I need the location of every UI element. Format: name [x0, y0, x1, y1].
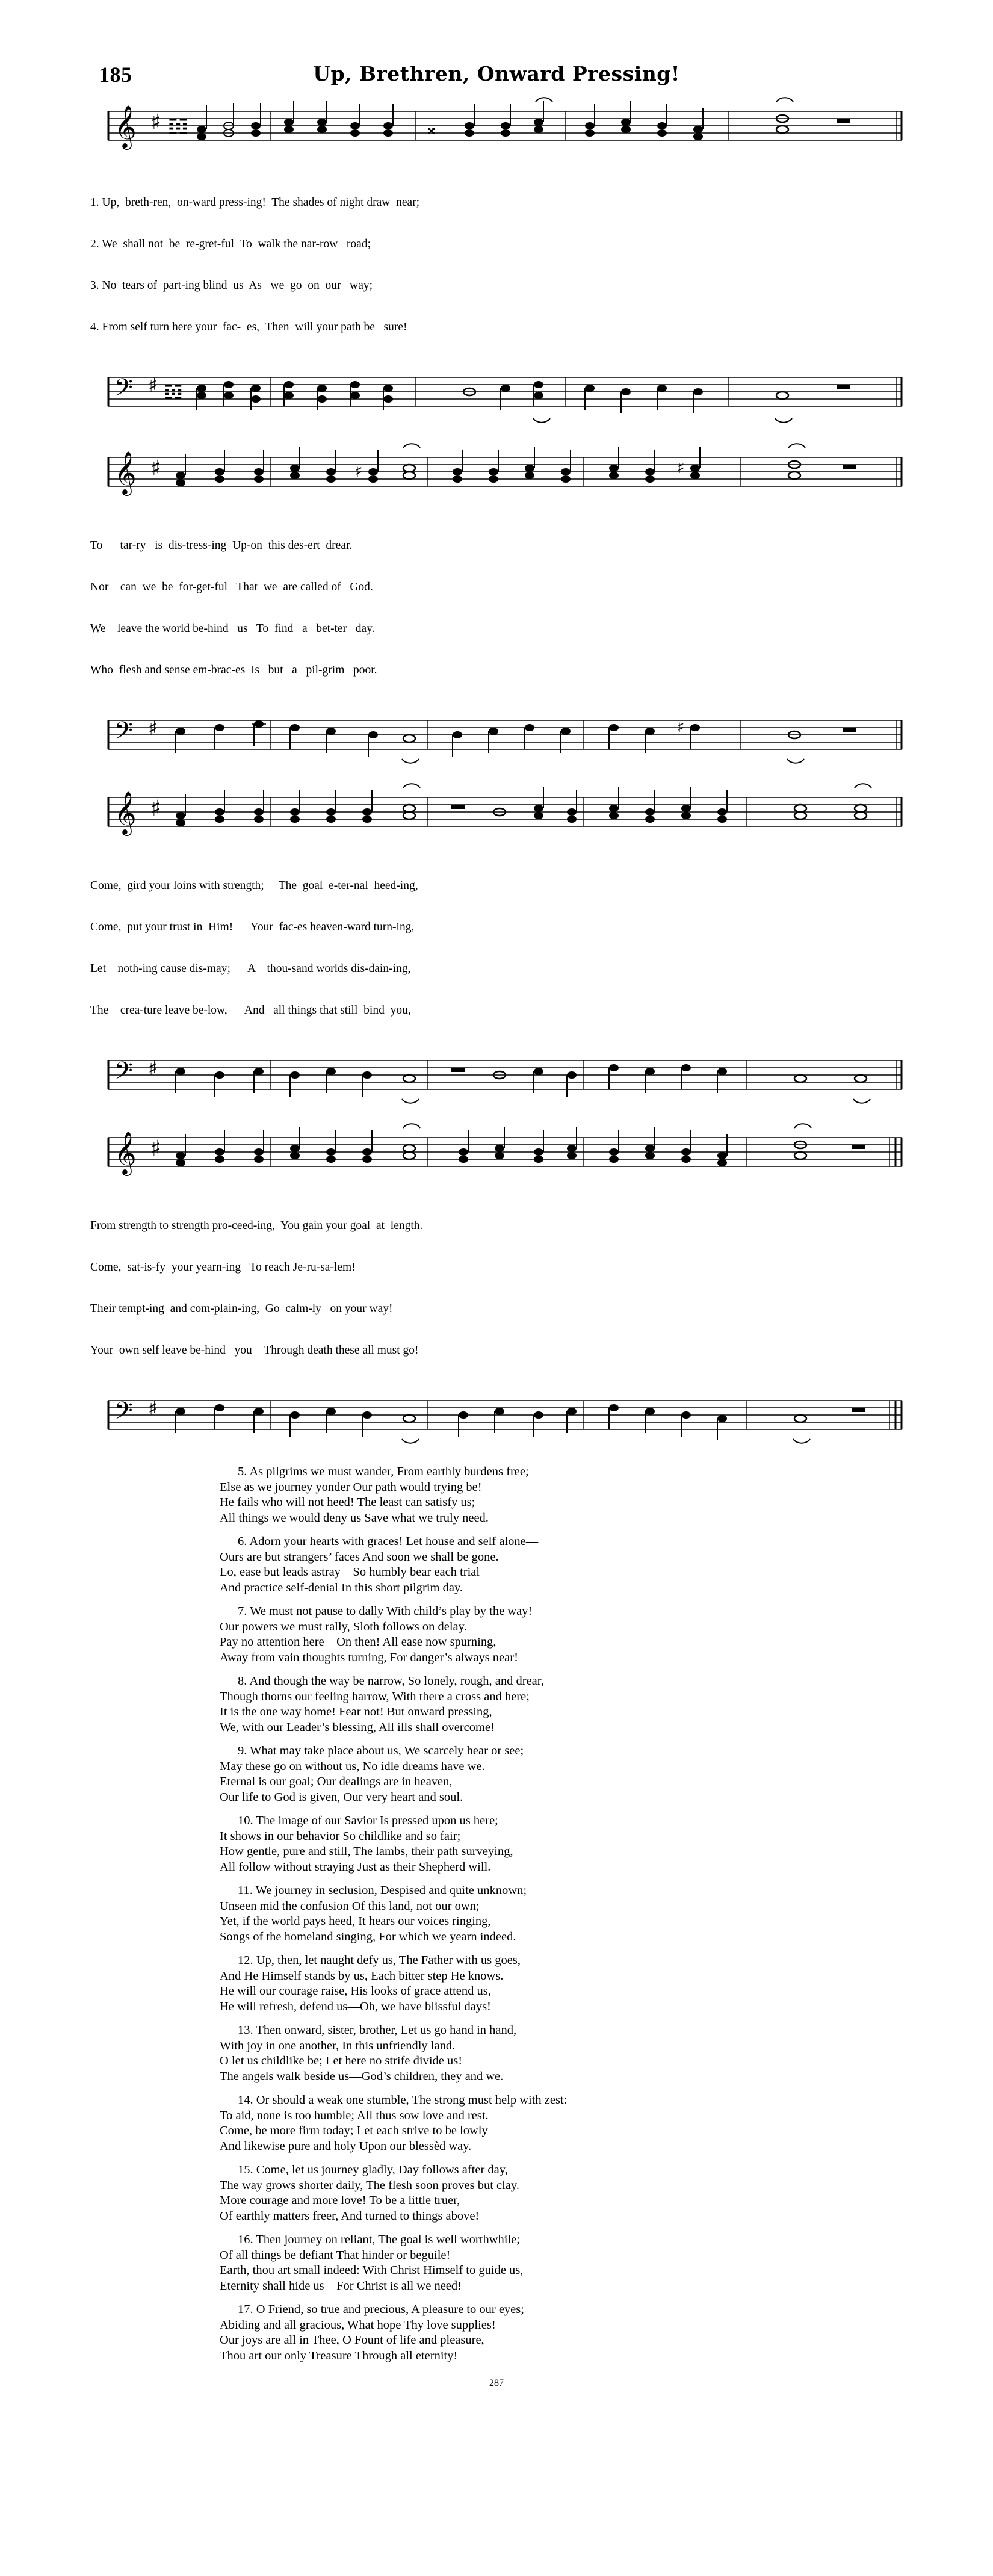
lyric-line: Nor can we be for-get-ful That we are called of God. [90, 581, 373, 593]
verse-13 [90, 2023, 903, 2084]
verse-12 [90, 1953, 903, 2014]
bass-clef-1: 𝄢 [114, 374, 133, 407]
verse-line: 8. And though the way be narrow, So lonely, rough, and drear, [238, 1674, 544, 1688]
key-signature-3: ♯ [150, 796, 161, 821]
verse-line: How gentle, pure and still, The lambs, their path surveying, [220, 1845, 513, 1858]
verse-15 [90, 2163, 903, 2224]
key-signature-bass-1: ♯ [148, 374, 158, 397]
svg-text:♯: ♯ [677, 719, 685, 737]
verse-5 [90, 1464, 903, 1526]
verse-line: Our life to God is given, Our very heart and soul. [220, 1790, 463, 1804]
verse-line: More courage and more love! To be a little truer, [220, 2194, 460, 2207]
verse-line: Earth, thou art small indeed: With Christ Himself to guide us, [220, 2264, 524, 2277]
notes-group-1 [197, 101, 850, 140]
lyric-line: 2. We shall not be re-gret-ful To walk the nar-row road; [90, 238, 371, 250]
verse-line: Our joys are all in Thee, O Fount of life and pleasure, [220, 2333, 484, 2347]
bass-clef-2: 𝄢 [114, 717, 133, 751]
lyric-line: 4. From self turn here your fac- es, Then will your path be sure! [90, 321, 407, 333]
fermata-marks-4 [403, 1124, 811, 1128]
verse-8 [90, 1674, 903, 1735]
fermata-marks-2 [403, 444, 805, 448]
verse-10 [90, 1813, 903, 1875]
key-signature-bass-4: ♯ [148, 1397, 158, 1420]
verse-line: All things we would deny us Save what we truly need. [220, 1511, 489, 1525]
lyrics-system-3 [90, 851, 903, 1045]
verse-line: Away from vain thoughts turning, For danger’s always near! [220, 1650, 518, 1664]
notes-group-bass-1 [197, 381, 850, 413]
verse-line: Unseen mid the confusion Of this land, not our own; [220, 1899, 480, 1913]
verse-line: Come, be more firm today; Let each strive to be lowly [220, 2124, 488, 2137]
lyric-line: Your own self leave be-hind you—Through death these all must go! [90, 1344, 419, 1357]
fermata-marks-bass-3 [402, 1099, 870, 1103]
bass-staff-svg-4 [90, 1389, 903, 1449]
music-system-1 [90, 93, 903, 429]
time-signature-bass-1: 𝌺 [164, 380, 184, 404]
lyric-line: Come, put your trust in Him! Your fac-es heaven-ward turn-ing, [90, 921, 415, 933]
verse-line: With joy in one another, In this unfriendly land. [220, 2039, 456, 2052]
verse-line: Our powers we must rally, Sloth follows on delay. [220, 1620, 467, 1633]
staff-treble-4 [90, 1119, 903, 1189]
verse-line: The way grows shorter daily, The flesh soon proves but clay. [220, 2178, 519, 2192]
verse-line: Though thorns our feeling harrow, With there a cross and here; [220, 1689, 530, 1703]
staff-bass-2 [90, 708, 903, 769]
key-signature-1: ♯ [150, 110, 161, 135]
verse-line: Abiding and all gracious, What hope Thy love supplies! [220, 2318, 496, 2332]
verse-line: We, with our Leader’s blessing, All ills shall overcome! [220, 1720, 495, 1734]
hymn-number: 185 [99, 63, 132, 87]
music-system-2 [90, 439, 903, 769]
key-signature-bass-2: ♯ [148, 717, 158, 740]
treble-staff-svg-4 [90, 1119, 903, 1189]
verse-line: 9. What may take place about us, We scarcely hear or see; [238, 1744, 524, 1757]
bass-clef-3: 𝄢 [114, 1057, 133, 1091]
verse-16 [90, 2232, 903, 2294]
verse-line: 17. O Friend, so true and precious, A pleasure to our eyes; [238, 2303, 524, 2316]
lyric-line: Who flesh and sense em-brac-es Is but a pil-grim poor. [90, 664, 377, 677]
verse-line: 10. The image of our Savior Is pressed upon us here; [238, 1814, 498, 1827]
notes-group-3 [176, 787, 867, 826]
key-signature-2: ♯ [150, 456, 161, 481]
verse-line: Songs of the homeland singing, For which we yearn indeed. [220, 1930, 516, 1943]
svg-text:𝄪: 𝄪 [427, 118, 436, 139]
verse-9 [90, 1744, 903, 1805]
page-number: 287 [489, 2378, 504, 2388]
verse-line: Eternity shall hide us—For Christ is all we need! [220, 2279, 462, 2293]
treble-clef-1: 𝄞 [114, 104, 137, 148]
treble-staff-svg-3 [90, 779, 903, 849]
lyrics-system-2 [90, 511, 903, 705]
staff-bass-3 [90, 1048, 903, 1109]
verse-line: To aid, none is too humble; All thus sow love and rest. [220, 2108, 489, 2122]
verse-line: He fails who will not heed! The least can satisfy us; [220, 1496, 475, 1509]
fermata-marks-1 [536, 98, 793, 102]
notes-group-bass-3 [176, 1064, 867, 1097]
lyric-line: Let noth-ing cause dis-may; A thou-sand worlds dis-dain-ing, [90, 962, 411, 975]
verse-line: O let us childlike be; Let here no strife divide us! [220, 2054, 463, 2067]
verse-6 [90, 1534, 903, 1596]
key-signature-4: ♯ [150, 1136, 161, 1161]
staff-treble-2 [90, 439, 903, 509]
time-signature-1: 𝌺 [167, 113, 189, 140]
verse-line: Of earthly matters freer, And turned to things above! [220, 2209, 480, 2223]
notes-group-2 [176, 447, 856, 486]
verse-line: Eternal is our goal; Our dealings are in heaven, [220, 1775, 453, 1788]
verse-line: Ours are but strangers’ faces And soon we shall be gone. [220, 1550, 499, 1564]
verse-line: 6. Adorn your hearts with graces! Let house and self alone— [238, 1535, 539, 1548]
lyric-line: The crea-ture leave be-low, And all things that still bind you, [90, 1004, 411, 1017]
verse-line: He will our courage raise, His looks of grace attend us, [220, 1984, 491, 1998]
verse-line: It shows in our behavior So childlike and so fair; [220, 1829, 461, 1843]
verse-line: Lo, ease but leads astray—So humbly bear each trial [220, 1565, 480, 1579]
bass-staff-svg-1 [90, 365, 903, 429]
notes-group-4 [176, 1127, 865, 1166]
verse-line: 7. We must not pause to dally With child’s play by the way! [238, 1605, 533, 1618]
verse-line: Pay no attention here—On then! All ease now spurning, [220, 1635, 496, 1649]
notes-group-bass-2 [176, 719, 856, 757]
verse-7 [90, 1604, 903, 1665]
bass-clef-4: 𝄢 [114, 1397, 133, 1431]
verse-line: And practice self-denial In this short pilgrim day. [220, 1581, 463, 1594]
verse-line: Else as we journey yonder Our path would trying be! [220, 1480, 482, 1494]
verse-line: Thou art our only Treasure Through all eternity! [220, 2348, 458, 2362]
verse-14 [90, 2093, 903, 2154]
verse-line: He will refresh, defend us—Oh, we have blissful days! [220, 1999, 491, 2013]
staff-treble-1 [90, 93, 903, 166]
fermata-marks-bass-4 [402, 1439, 810, 1443]
verse-line: 11. We journey in seclusion, Despised and quite unknown; [238, 1884, 527, 1897]
verse-list [90, 1464, 903, 2364]
verse-line: And He Himself stands by us, Each bitter step He knows. [220, 1969, 504, 1983]
verse-11 [90, 1883, 903, 1945]
page-title: Up, Brethren, Onward Pressing! [313, 62, 680, 85]
fermata-marks-3 [403, 784, 871, 788]
music-system-3 [90, 779, 903, 1109]
verse-line: Yet, if the world pays heed, It hears our voices ringing, [220, 1915, 491, 1928]
svg-text:♯: ♯ [677, 459, 685, 477]
lyric-line: From strength to strength pro-ceed-ing, You gain your goal at length. [90, 1219, 423, 1232]
lyric-line: To tar-ry is dis-tress-ing Up-on this des-ert drear. [90, 539, 353, 552]
verse-17 [90, 2302, 903, 2364]
verse-line: And likewise pure and holy Upon our blessèd way. [220, 2139, 472, 2153]
music-system-4 [90, 1119, 903, 1449]
treble-clef-4: 𝄞 [114, 1130, 137, 1174]
staff-treble-3 [90, 779, 903, 849]
treble-staff-svg-2 [90, 439, 903, 509]
verse-line: 15. Come, let us journey gladly, Day follows after day, [238, 2163, 508, 2176]
fermata-marks-bass-2 [402, 759, 804, 763]
lyric-line: Come, sat-is-fy your yearn-ing To reach Je-ru-sa-lem! [90, 1261, 356, 1274]
verse-line: 13. Then onward, sister, brother, Let us go hand in hand, [238, 2023, 517, 2037]
fermata-marks-bass-1 [533, 418, 792, 423]
lyric-line: 1. Up, breth-ren, on-ward press-ing! The shades of night draw near; [90, 196, 420, 209]
verse-line: The angels walk beside us—God’s children, they and we. [220, 2069, 504, 2083]
treble-clef-3: 𝄞 [114, 790, 137, 834]
verse-line: 5. As pilgrims we must wander, From earthly burdens free; [238, 1465, 529, 1478]
verse-line: Of all things be defiant That hinder or beguile! [220, 2248, 451, 2262]
bass-staff-svg-2 [90, 708, 903, 769]
verse-line: May these go on without us, No idle dreams have we. [220, 1759, 485, 1773]
treble-staff-svg-1 [90, 93, 903, 166]
bass-staff-svg-3 [90, 1048, 903, 1109]
staff-bass-4 [90, 1389, 903, 1449]
staff-bass-1 [90, 365, 903, 429]
lyrics-system-1 [90, 168, 903, 362]
verse-line: It is the one way home! Fear not! But onward pressing, [220, 1705, 492, 1718]
lyric-line: We leave the world be-hind us To find a bet-ter day. [90, 622, 375, 635]
svg-text:♯: ♯ [355, 463, 363, 481]
key-signature-bass-3: ♯ [148, 1057, 158, 1080]
verse-line: 16. Then journey on reliant, The goal is well worthwhile; [238, 2233, 520, 2246]
lyric-line: Come, gird your loins with strength; The goal e-ter-nal heed-ing, [90, 879, 418, 892]
page-header [90, 57, 903, 93]
verse-line: 12. Up, then, let naught defy us, The Father with us goes, [238, 1954, 521, 1967]
treble-clef-2: 𝄞 [114, 450, 137, 494]
lyric-line: 3. No tears of part-ing blind us As we go on our way; [90, 279, 373, 292]
verse-line: All follow without straying Just as their Shepherd will. [220, 1860, 491, 1874]
lyric-line: Their tempt-ing and com-plain-ing, Go calm-ly on your way! [90, 1302, 393, 1315]
verse-line: 14. Or should a weak one stumble, The strong must help with zest: [238, 2093, 568, 2107]
lyrics-system-4 [90, 1191, 903, 1385]
